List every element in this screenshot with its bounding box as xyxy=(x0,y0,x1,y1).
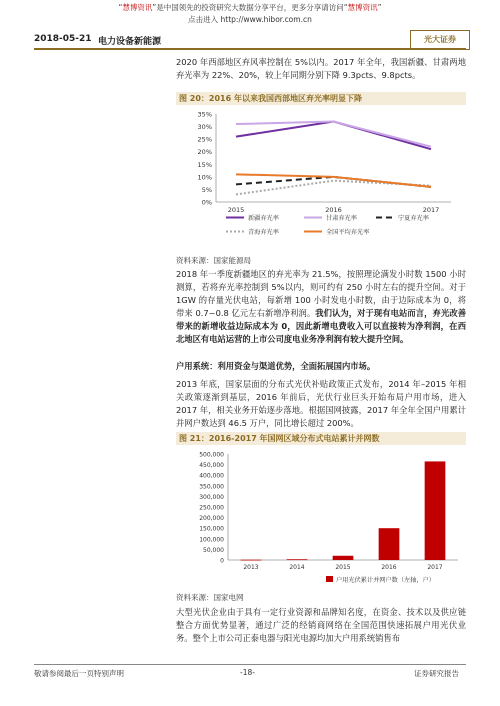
x-tick-label: 2017 xyxy=(422,206,440,214)
y-tick-label: 30% xyxy=(197,123,212,132)
footer-report-type: 证券研究报告 xyxy=(414,669,459,678)
bar xyxy=(333,556,354,560)
legend-label: 甘肃弃光率 xyxy=(326,215,357,222)
y-tick-label: 350,000 xyxy=(199,483,224,491)
page-number: -18- xyxy=(240,668,255,677)
bar xyxy=(425,461,446,560)
bar-chart xyxy=(176,448,466,590)
top-banner: “慧博资讯”是中国领先的投资研究大数据分享平台，更多分享请访问“慧博资讯” xyxy=(118,3,382,12)
series-line xyxy=(236,122,431,150)
legend-label: 宁夏弃光率 xyxy=(398,215,429,222)
y-tick-label: 400,000 xyxy=(199,472,224,480)
footer-rule xyxy=(34,664,466,665)
y-tick-label: 0 xyxy=(220,557,224,565)
legend-label: 全国平均弃光率 xyxy=(326,229,370,236)
y-tick-label: 25% xyxy=(197,135,212,144)
series-line xyxy=(236,174,431,187)
bar xyxy=(241,560,262,561)
x-tick-label: 2016 xyxy=(381,564,397,571)
figure-20-title: 图 20：2016 年以来我国西部地区弃光率明显下降 xyxy=(176,92,466,105)
x-tick-label: 2015 xyxy=(227,206,245,214)
report-date: 2018-05-21 xyxy=(34,34,92,44)
series-line xyxy=(236,181,431,195)
legend-label: 新疆弃光率 xyxy=(248,215,279,222)
header-rule xyxy=(34,48,466,50)
y-tick-label: 15% xyxy=(197,160,212,169)
y-tick-label: 250,000 xyxy=(199,504,224,512)
report-category: 电力设备新能源 xyxy=(98,37,162,47)
paragraph-5: 大型光伏企业由于具有一定行业资源和品牌知名度，在资金、技术以及供应链整合方面优势显著，通过广泛的经销商网络在全国范围快速拓展户用光伏业务。整个上市公司正泰电器与阳光电源均加大户用系统销售布 xyxy=(176,607,466,643)
x-tick-label: 2013 xyxy=(243,564,259,571)
y-tick-label: 10% xyxy=(197,173,212,182)
figure-21-title: 图 21：2016-2017 年国网区域分布式电站累计并网数 xyxy=(176,432,466,445)
paragraph-1: 2020 年西部地区弃风率控制在 5%以内。2017 年全年，我国新疆、甘肃两地弃光率为 22%、20%，较上年同期分别下降 9.3pcts、9.8pcts。 xyxy=(176,57,466,80)
y-tick-label: 35% xyxy=(197,110,212,119)
x-tick-label: 2015 xyxy=(335,564,351,571)
figure-21-source: 资料来源：国家电网 xyxy=(176,593,244,602)
brand-name: 慧博资讯 xyxy=(122,3,153,12)
legend-label: 户用光伏累计并网户数（左轴，户） xyxy=(336,577,435,584)
series-line xyxy=(236,177,431,187)
y-tick-label: 500,000 xyxy=(199,451,224,459)
legend-label: 青海弃光率 xyxy=(248,229,279,236)
y-tick-label: 150,000 xyxy=(199,525,224,533)
y-tick-label: 20% xyxy=(197,148,212,157)
banner-link[interactable]: 点击进入 http://www.hibor.com.cn xyxy=(188,15,312,24)
figure-20-source: 资料来源：国家能源局 xyxy=(176,256,251,265)
y-tick-label: 0% xyxy=(201,198,212,207)
y-tick-label: 100,000 xyxy=(199,536,224,544)
paragraph-3: 户用系统：利用资金与渠道优势，全面拓展国内市场。 xyxy=(176,361,376,371)
x-tick-label: 2016 xyxy=(325,206,342,214)
x-tick-label: 2014 xyxy=(289,564,305,571)
paragraph-2: 2018 年一季度新疆地区的弃光率为 21.5%，按照理论满发小时数 1500 小时测算，若将弃光率控制到 5%以内，则可约有 250 小时左右的提升空间。对于 1GW 的存量光伏电站，每新增 100 小时发电小时数，由于边际成本为 0，将带来 0.7~0.8 亿元左右新增净利润。我们认为，对于现有电站而言，弃光改善带来的新增收益边际成本为 0，因此新增电费收入可以直接转为净利润，在西北地区有电站运营的上市公司度电业务净利润有较大提升空间。 xyxy=(176,269,466,344)
y-tick-label: 5% xyxy=(201,185,212,194)
footer-disclaimer[interactable]: 敬请参阅最后一页特别声明 xyxy=(34,669,124,678)
y-tick-label: 450,000 xyxy=(199,462,224,470)
x-tick-label: 2017 xyxy=(427,564,443,571)
y-tick-label: 200,000 xyxy=(199,515,224,523)
paragraph-4: 2013 年底，国家层面的分布式光伏补贴政策正式发布，2014 年–2015 年相关政策逐渐到基层，2016 年前后，光伏行业巨头开始布局户用市场，进入 2017 年，相关业务开始逐步落地。根据国网披露，2017 年全年全国户用累计并网户数达到 46.5 万户，同比增长超过 200%。 xyxy=(176,379,466,428)
y-tick-label: 50,000 xyxy=(203,546,224,554)
legend-swatch xyxy=(326,576,333,582)
line-chart xyxy=(176,108,466,254)
series-line xyxy=(236,122,431,147)
y-tick-label: 300,000 xyxy=(199,493,224,501)
company-logo: 光大证券 xyxy=(410,30,470,50)
bar xyxy=(287,559,308,560)
bar xyxy=(379,528,400,560)
